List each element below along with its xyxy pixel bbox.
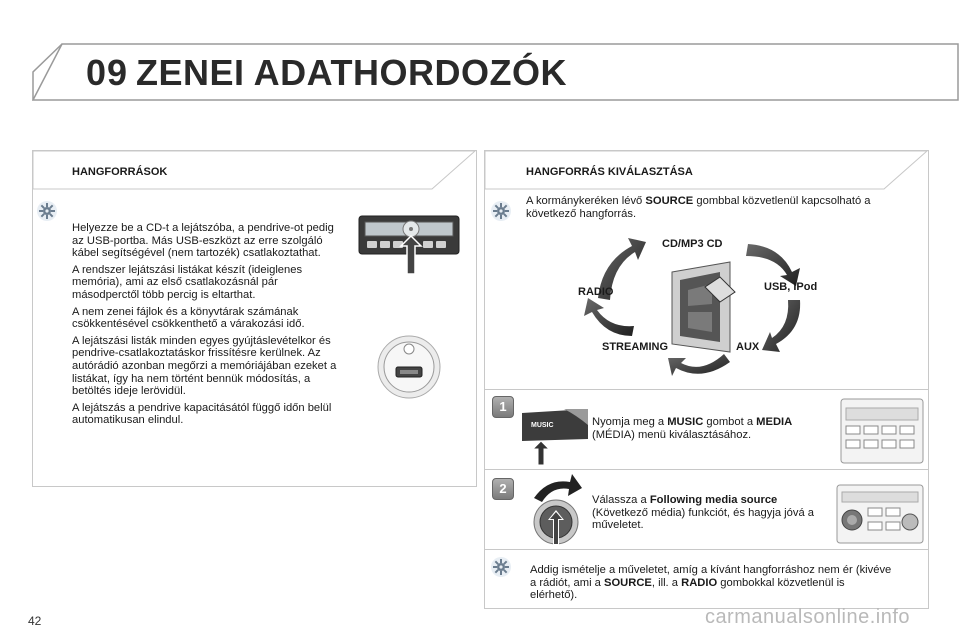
divider — [484, 389, 928, 390]
cd-player-illustration — [357, 212, 461, 276]
paragraph: A lejátszási listák minden egyes gyújtáslevételkor és pendrive-csatlakoztatáskor frissítésre kerülnek. Az autórádió azonban megőrzi a memóriájában ezeket a listákat, így ha nem történt bennük módosítás, a betöltés ideje lerövidül. — [72, 334, 337, 398]
steering-wheel-control — [672, 262, 735, 352]
tip-gear-icon — [490, 556, 512, 578]
source-cycle-diagram — [580, 232, 830, 382]
note-keyword: SOURCE — [604, 576, 652, 589]
music-button-label: MUSIC — [531, 422, 554, 429]
step-text: gombot a — [703, 416, 757, 428]
paragraph: A rendszer lejátszási listákat készít (ideiglenes memória), ami az első csatlakozásnál pár másodperctől több percig is eltarthat. — [72, 263, 303, 301]
step1-instruction — [592, 416, 826, 441]
arrow-icon — [668, 354, 730, 376]
rotary-knob-illustration — [526, 474, 586, 548]
step-number-badge: 1 — [492, 396, 514, 418]
step2-instruction — [592, 494, 818, 532]
divider — [484, 549, 928, 550]
source-keyword: SOURCE — [645, 195, 694, 207]
left-section-title: HANGFORRÁSOK — [72, 166, 168, 178]
radio-unit-illustration — [840, 398, 924, 464]
source-label-usb: USB, IPod — [764, 281, 818, 293]
chapter-number: 09 — [86, 52, 129, 93]
source-label-radio: RADIO — [578, 286, 614, 298]
repeat-note — [530, 564, 894, 602]
arrow-icon — [746, 244, 800, 286]
step-keyword: MEDIA — [756, 416, 793, 428]
step-text: Nyomja meg a — [592, 416, 668, 428]
step-keyword: Following media source — [649, 494, 778, 506]
source-label-aux: AUX — [736, 341, 760, 353]
tip-gear-icon — [36, 200, 58, 222]
note-text: Addig ismételje a műveletet, amíg a kívánt hangforráshoz nem ér (kivéve a rádiót, ami a — [530, 564, 892, 589]
paragraph: A nem zenei fájlok és a könyvtárak számának csökkentésével csökkenthető a várakozási idő. — [72, 305, 305, 331]
music-button-illustration — [520, 405, 590, 467]
source-label-cd: CD/MP3 CD — [662, 238, 723, 250]
left-section-body — [72, 222, 344, 431]
chapter-title: ZENEI ADATHORDOZÓK — [136, 52, 567, 93]
step-text: Válassza a — [592, 494, 650, 506]
step-text: (Következő média) funkciót, és hagyja jóvá a műveletet. — [592, 506, 815, 532]
page-number: 42 — [28, 614, 42, 628]
source-intro-text — [526, 195, 916, 220]
paragraph: A lejátszás a pendrive kapacitásától függő időn belül automatikusan elindul. — [72, 401, 332, 427]
arrow-icon — [584, 298, 634, 336]
step-keyword: MUSIC — [667, 416, 704, 428]
watermark: carmanualsonline.info — [704, 606, 910, 628]
note-text: gombokkal közvetlenül is elérhető). — [530, 576, 845, 602]
intro-text: gombbal közvetlenül kapcsolható a következő hangforrás. — [526, 195, 871, 220]
paragraph: Helyezze be a CD-t a lejátszóba, a pendrive-ot pedig az USB-portba. Más USB-eszközt az erre szolgáló kábel segítségével (nem tartozék) csatlakoztathat. — [72, 222, 334, 260]
arrow-icon — [762, 300, 800, 352]
radio-unit-knob-illustration — [836, 484, 924, 544]
step-number-badge: 2 — [492, 478, 514, 500]
right-section-title: HANGFORRÁS KIVÁLASZTÁSA — [526, 166, 693, 178]
intro-text: A kormánykeréken lévő — [526, 195, 646, 207]
divider — [484, 469, 928, 470]
step-text: (MÉDIA) menü kiválasztásához. — [592, 428, 752, 441]
source-label-streaming: STREAMING — [602, 341, 668, 353]
note-keyword: RADIO — [681, 576, 718, 589]
tip-gear-icon — [490, 200, 512, 222]
note-text: , ill. a — [651, 576, 682, 589]
usb-port-illustration — [376, 331, 442, 403]
